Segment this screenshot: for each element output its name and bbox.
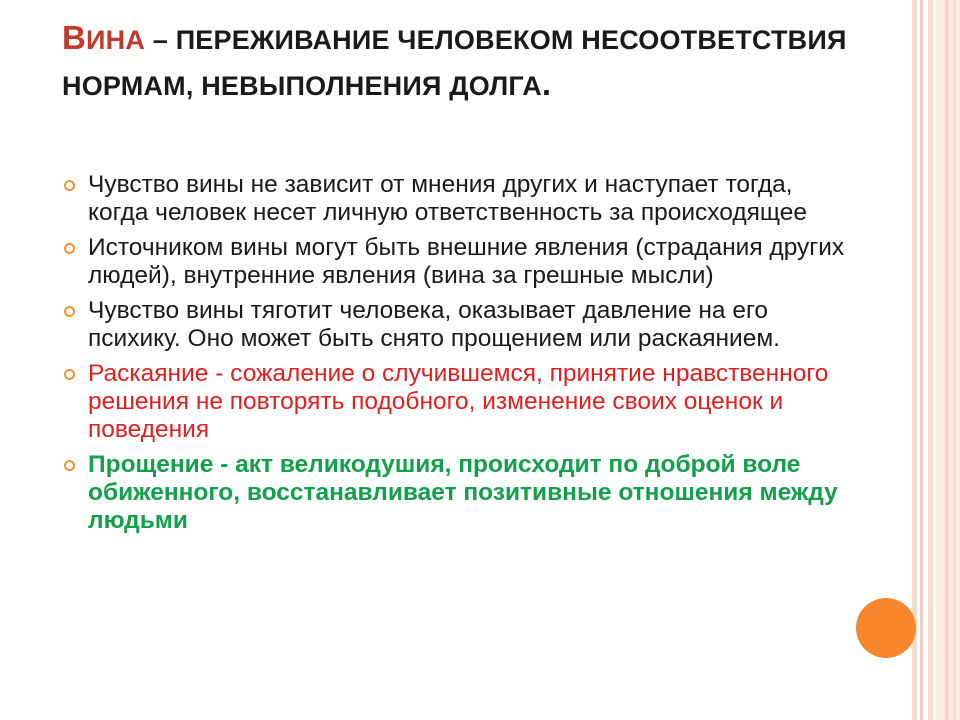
slide-title xyxy=(62,16,862,108)
decor-circle xyxy=(856,598,916,658)
title-dash: – xyxy=(145,25,176,55)
bullet-item xyxy=(62,297,852,353)
bullet-item-repentance xyxy=(62,360,852,444)
bullet-text: Раскаяние - сожаление о случившемся, принятие нравственного решения не повторять подобного, изменение своих оценок и поведения xyxy=(88,360,829,443)
bullet-circle-icon xyxy=(64,243,75,254)
bullet-circle-icon xyxy=(64,306,75,317)
title-first-letter: В xyxy=(62,19,87,56)
decor-stripe xyxy=(912,0,917,720)
decor-stripe xyxy=(928,0,933,720)
title-period: . xyxy=(541,65,552,102)
bullet-circle-icon xyxy=(64,460,75,471)
bullet-text: Чувство вины не зависит от мнения других и наступает тогда, когда человек несет личную ответственность за происходящее xyxy=(88,171,808,226)
bullet-item xyxy=(62,234,852,290)
bullet-circle-icon xyxy=(64,369,75,380)
title-rest: ПЕРЕЖИВАНИЕ ЧЕЛОВЕКОМ НЕСООТВЕТСТВИЯ НОРМАМ, НЕВЫПОЛНЕНИЯ ДОЛГА xyxy=(62,25,847,101)
decor-stripe xyxy=(953,0,956,720)
title-word-rest: ИНА xyxy=(86,25,146,55)
bullet-list xyxy=(62,171,852,542)
bullet-text: Прощение - акт великодушия, происходит по доброй воле обиженного, восстанавливает позитивные отношения между людьми xyxy=(88,451,838,534)
decor-stripe xyxy=(945,0,949,720)
bullet-text: Источником вины могут быть внешние явления (страдания других людей), внутренние явления (вина за грешные мысли) xyxy=(88,234,845,289)
bullet-item xyxy=(62,171,852,227)
decor-stripe xyxy=(920,0,923,720)
bullet-circle-icon xyxy=(64,180,75,191)
bullet-item-forgiveness xyxy=(62,451,852,535)
bullet-text: Чувство вины тяготит человека, оказывает давление на его психику. Оно может быть снято прощением или раскаянием. xyxy=(88,297,780,352)
